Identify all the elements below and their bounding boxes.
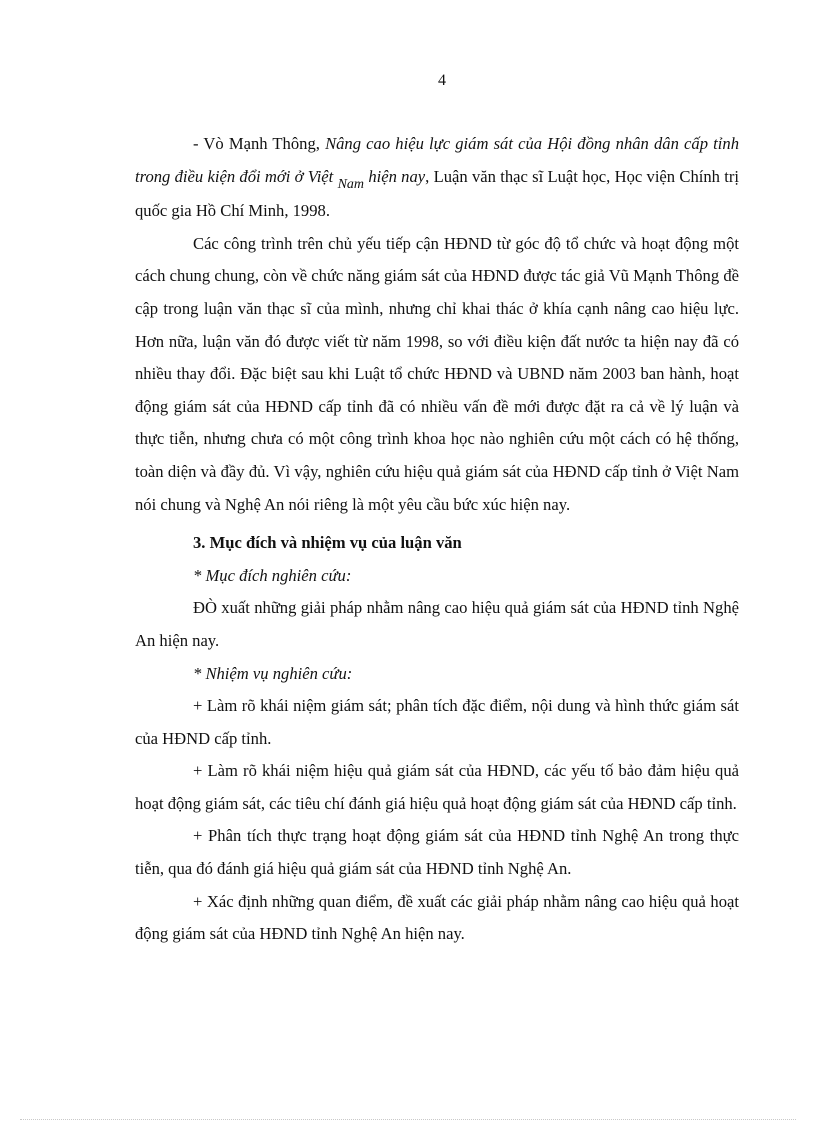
reference-entry: - Vò Mạnh Thông, Nâng cao hiệu lực giám sát của Hội đồng nhân dân cấp tỉnh trong điều kiện đổi mới ở Việt $_{Nam}$ hiện nay, Luận văn thạc sĩ Luật học, Học viện Chính trị quốc gia Hồ Chí Minh, 1998.: [135, 134, 739, 221]
reference-title: Nâng cao hiệu lực giám sát của Hội đồng nhân dân cấp tỉnh trong điều kiện đổi mới ở Việt: [135, 134, 739, 186]
page-number: 4: [438, 72, 446, 89]
document-body: [135, 128, 739, 951]
reference-title-end: hiện nay: [364, 166, 426, 186]
tasks-label: * Nhiệm vụ nghiên cứu:: [193, 663, 353, 683]
task-item: + Làm rõ khái niệm hiệu quả giám sát của HĐND, các yếu tố bảo đảm hiệu quả hoạt động giám sát, các tiêu chí đánh giá hiệu quả hoạt động giám sát của HĐND cấp tỉnh.: [135, 761, 739, 813]
page-bottom-divider: [20, 1119, 796, 1120]
task-item: + Phân tích thực trạng hoạt động giám sát của HĐND tỉnh Nghệ An trong thực tiễn, qua đó đánh giá hiệu quả giám sát của HĐND tỉnh Nghệ An.: [135, 826, 739, 879]
purpose-label: * Mục đích nghiên cứu:: [193, 565, 352, 585]
section-heading: 3. Mục đích và nhiệm vụ của luận văn: [193, 533, 462, 553]
task-item: + Làm rõ khái niệm giám sát; phân tích đặc điểm, nội dung và hình thức giám sát của HĐND cấp tỉnh.: [135, 696, 739, 748]
reference-title-word: Nam: [337, 176, 365, 192]
task-item: + Xác định những quan điểm, đề xuất các giải pháp nhằm nâng cao hiệu quả hoạt động giám sát của HĐND tỉnh Nghệ An hiện nay.: [135, 891, 739, 944]
purpose-paragraph: ĐÒ xuất những giải pháp nhằm nâng cao hiệu quả giám sát của HĐND tỉnh Nghệ An hiện nay.: [135, 598, 739, 650]
review-paragraph: Các công trình trên chủ yếu tiếp cận HĐND từ góc độ tổ chức và hoạt động một cách chung chung, còn về chức năng giám sát của HĐND được tác giả Vũ Mạnh Thông đề cập trong luận văn thạc sĩ của mình, nhưng chỉ khai thác ở khía cạnh nâng cao hiệu lực. Hơn nữa, luận văn đó được viết từ năm 1998, so với điều kiện đất nước ta hiện nay đã có nhiều thay đổi. Đặc biệt sau khi Luật tổ chức HĐND và UBND năm 2003 ban hành, hoạt động giám sát của HĐND cấp tỉnh đã có nhiều vấn đề mới được đặt ra cả về lý luận và thực tiễn, nhưng chưa có một công trình khoa học nào nghiên cứu một cách có hệ thống, toàn diện và đầy đủ. Vì vậy, nghiên cứu hiệu quả giám sát của HĐND cấp tỉnh ở Việt Nam nói chung và Nghệ An nói riêng là một yêu cầu bức xúc hiện nay.: [135, 233, 739, 514]
